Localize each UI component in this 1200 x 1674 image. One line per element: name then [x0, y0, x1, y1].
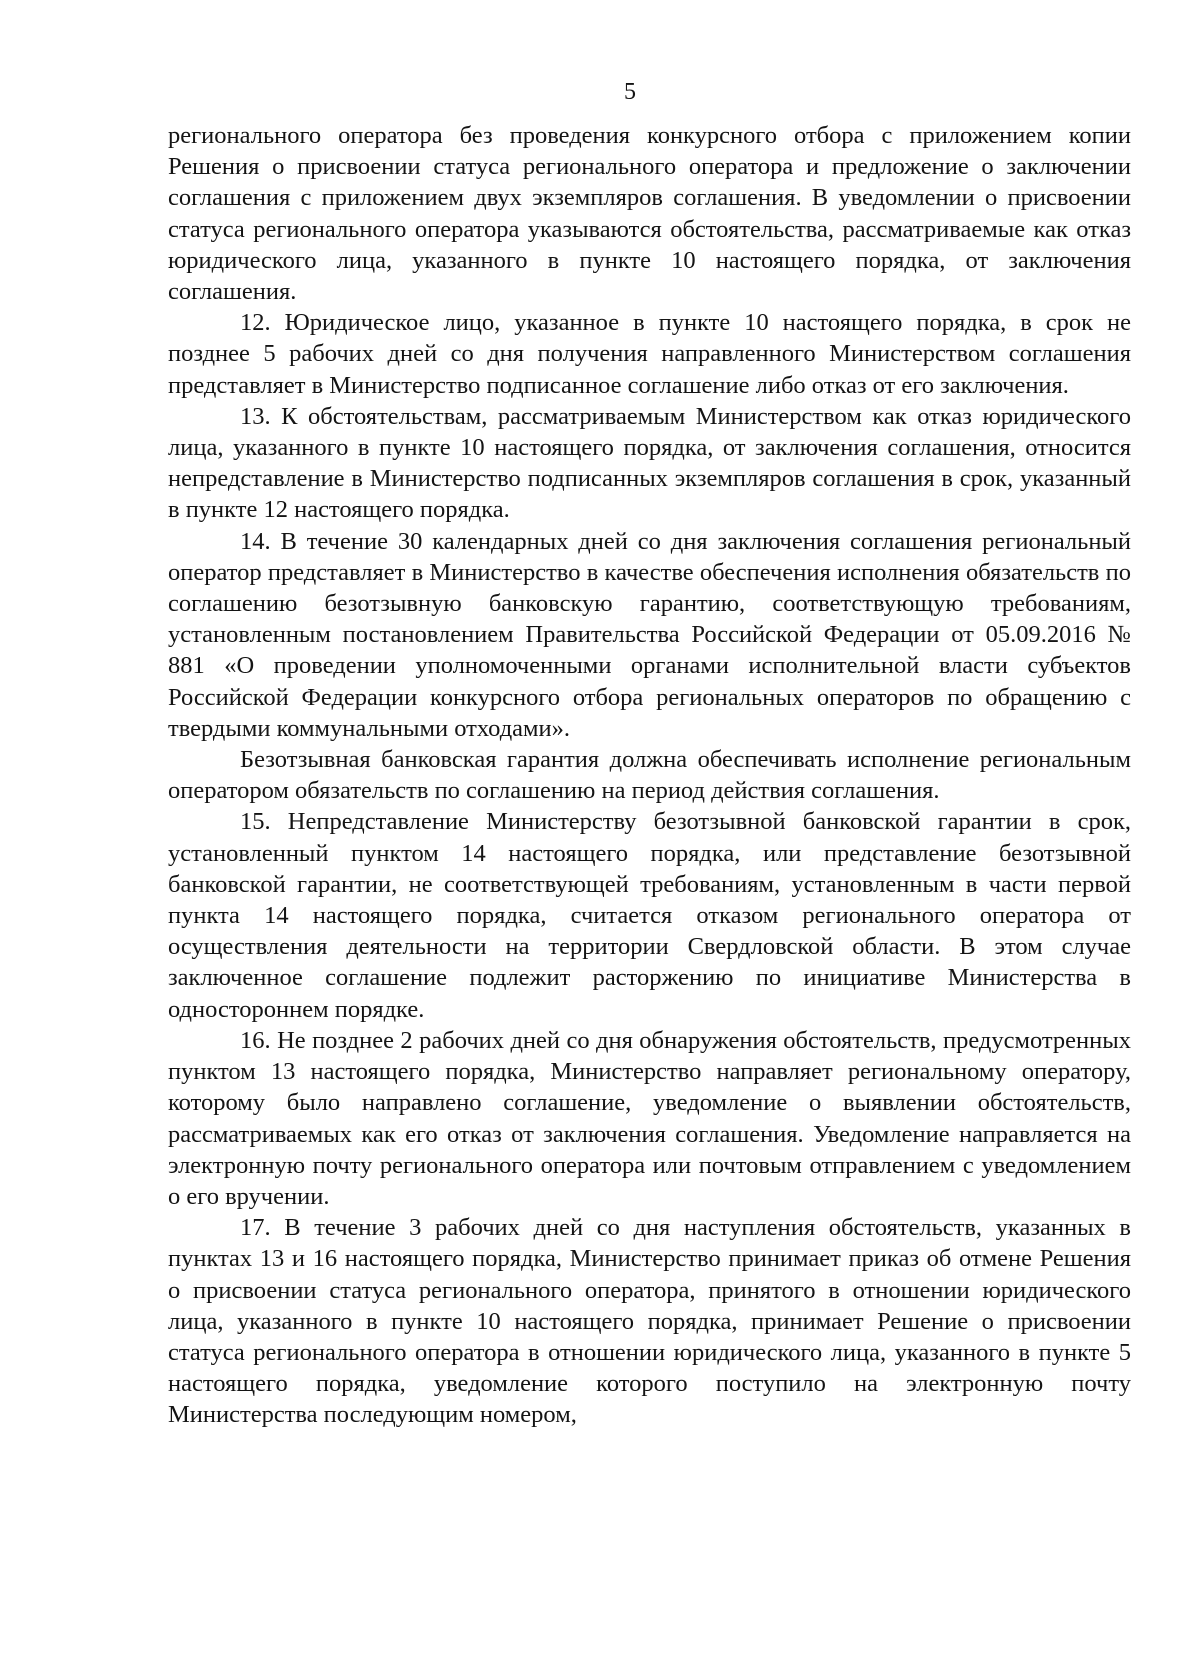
document-body [168, 120, 1131, 1431]
paragraph-item-13: 13. К обстоятельствам, рассматриваемым Министерством как отказ юридического лица, указанного в пункте 10 настоящего порядка, от заключения соглашения, относится непредставление в Министерство подписанных экземпляров соглашения в срок, указанный в пункте 12 настоящего порядка. [168, 402, 1131, 524]
paragraph-continuation: регионального оператора без проведения конкурсного отбора с приложением копии Решения о присвоении статуса регионального оператора и предложение о заключении соглашения с приложением двух экземпляров соглашения. В уведомлении о присвоении статуса регионального оператора указываются обстоятельства, рассматриваемые как отказ юридического лица, указанного в пункте 10 настоящего порядка, от заключения соглашения. [168, 122, 1131, 306]
paragraph-item-14: 14. В течение 30 календарных дней со дня заключения соглашения региональный оператор представляет в Министерство в качестве обеспечения исполнения обязательств по соглашению безотзывную банковскую гарантию, соответствующую требованиям, установленным постановлением Правительства Российской Федерации от 05.09.2016 № 881 «О проведении уполномоченными органами исполнительной власти субъектов Российской Федерации конкурсного отбора региональных операторов по обращению с твердыми коммунальными отходами». [168, 527, 1131, 742]
paragraph-guarantee: Безотзывная банковская гарантия должна обеспечивать исполнение региональным оператором обязательств по соглашению на период действия соглашения. [168, 746, 1131, 805]
paragraph-item-16: 16. Не позднее 2 рабочих дней со дня обнаружения обстоятельств, предусмотренных пунктом 13 настоящего порядка, Министерство направляет региональному оператору, которому было направлено соглашение, уведомление о выявлении обстоятельств, рассматриваемых как его отказ от заключения соглашения. Уведомление направляется на электронную почту регионального оператора или почтовым отправлением с уведомлением о его вручении. [168, 1026, 1131, 1210]
paragraph-item-17: 17. В течение 3 рабочих дней со дня наступления обстоятельств, указанных в пунктах 13 и 16 настоящего порядка, Министерство принимает приказ об отмене Решения о присвоении статуса регионального оператора, принятого в отношении юридического лица, указанного в пункте 10 настоящего порядка, принимает Решение о присвоении статуса регионального оператора в отношении юридического лица, указанного в пункте 5 настоящего порядка, уведомление которого поступило на электронную почту Министерства последующим номером, [168, 1214, 1131, 1429]
page-number: 5 [624, 79, 636, 105]
paragraph-item-15: 15. Непредставление Министерству безотзывной банковской гарантии в срок, установленный пунктом 14 настоящего порядка, или представление безотзывной банковской гарантии, не соответствующей требованиям, установленным в части первой пункта 14 настоящего порядка, считается отказом регионального оператора от осуществления деятельности на территории Свердловской области. В этом случае заключенное соглашение подлежит расторжению по инициативе Министерства в одностороннем порядке. [168, 808, 1131, 1023]
paragraph-item-12: 12. Юридическое лицо, указанное в пункте 10 настоящего порядка, в срок не позднее 5 рабочих дней со дня получения направленного Министерством соглашения представляет в Министерство подписанное соглашение либо отказ от его заключения. [168, 309, 1131, 399]
